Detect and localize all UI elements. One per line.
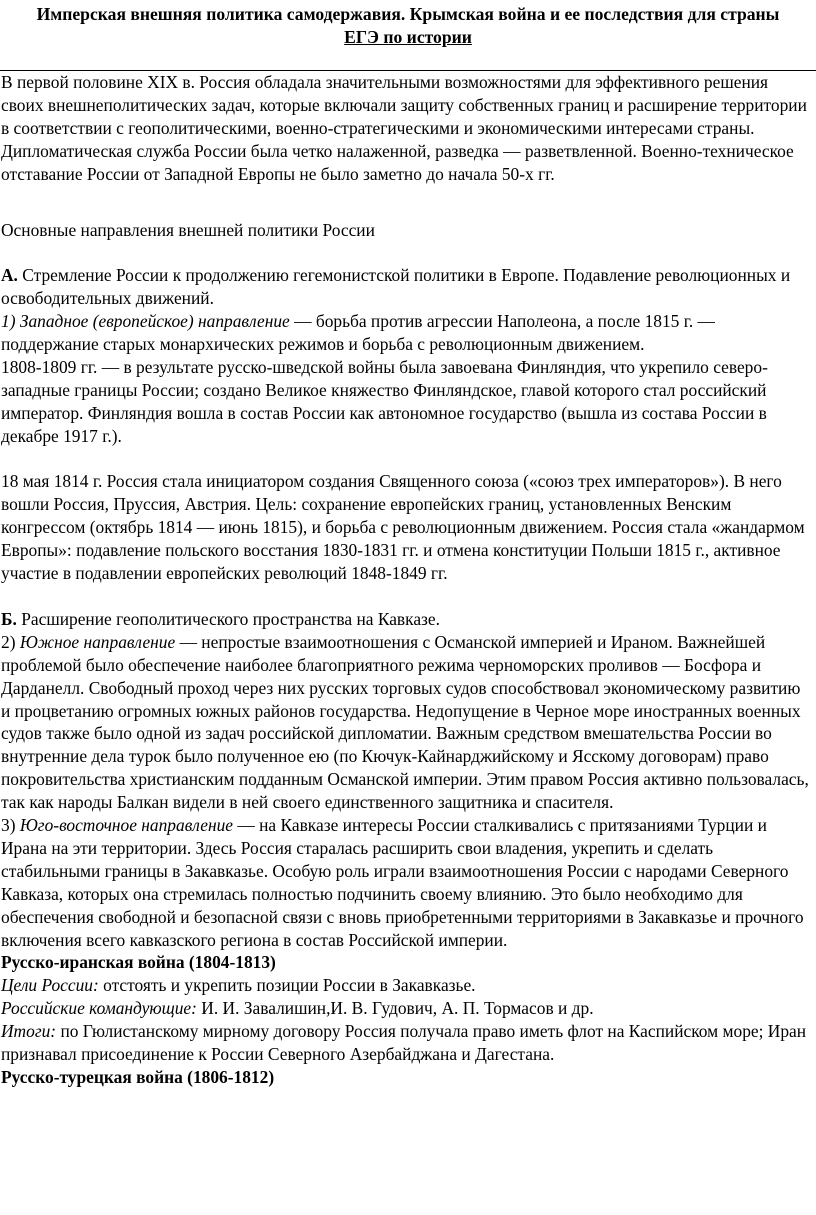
war1-commanders-label: Российские командующие: [1, 998, 197, 1019]
western-direction-paragraph [0, 310, 816, 356]
intro-paragraph: В первой половине XIX в. Россия обладала значительными возможностями для эффективного решения своих внешнеполитических задач, которые включали защиту собственных границ и расширение территории в соответствии с геополитическими, военно-стратегическими и экономическими интересами страны. Дипломатическая служба России была четко налаженной, разведка — разветвленной. Военно-техническое отставание России от Западной Европы не было заметно до начала 50-х гг. [1, 72, 807, 184]
russo-persian-war-heading: Русско-иранская война (1804-1813) [1, 952, 276, 973]
southeast-direction-text: — на Кавказе интересы России сталкивались с притязаниями Турции и Ирана на эти территории. Здесь Россия старалась расширить свои владения, укрепить и сделать стабильными границы в Закавказье. Особую роль играли взаимоотношения России с народами Северного Кавказа, которых она стремилась полностью подчинить своему влиянию. Это было необходимо для обеспечения свободной и безопасной связи с вновь приобретенными территориями в Закавказье и прочного включения всего кавказского региона в состав Российской империи. [1, 815, 804, 950]
western-direction-text: — борьба против агрессии Наполеона, а после 1815 г. — поддержание старых монархических режимов и борьба с революционным движением. [1, 311, 715, 355]
section-heading: Основные направления внешней политики России [1, 220, 375, 241]
southeast-direction-label: Юго-восточное направление [19, 815, 234, 836]
southeast-direction-paragraph [0, 814, 816, 951]
document-body [0, 71, 816, 1089]
southeast-direction-num: 3) [1, 815, 20, 836]
war1-results-label: Итоги: [1, 1021, 57, 1042]
section-a-paragraph [0, 264, 816, 310]
war1-goals-label: Цели России: [1, 975, 99, 996]
war1-goals-text: отстоять и укрепить позиции России в Закавказье. [98, 975, 476, 996]
southern-direction-paragraph [0, 631, 816, 814]
subtitle-link[interactable]: ЕГЭ по истории [344, 26, 472, 47]
section-b-letter: Б. [1, 608, 17, 629]
war1-results-text: по Гюлистанскому мирному договору Россия получала право иметь флот на Каспийском море; Иран признавал присоединение к России Северного Азербайджана и Дагестана. [1, 1021, 807, 1065]
section-a-text: Стремление России к продолжению гегемонистской политики в Европе. Подавление революционных и освободительных движений. [1, 265, 791, 309]
section-b-paragraph [0, 608, 816, 631]
section-a-letter: А. [1, 265, 18, 286]
war1-goals [0, 974, 816, 997]
war1-commanders-text: И. И. Завалишин,И. В. Гудович, А. П. Тормасов и др. [196, 998, 594, 1019]
russo-turkish-war-heading: Русско-турецкая война (1806-1812) [1, 1067, 275, 1088]
document-title [10, 3, 806, 48]
holy-alliance-paragraph: 18 мая 1814 г. Россия стала инициатором создания Священного союза («союз трех императоров»). В него вошли Россия, Пруссия, Австрия. Цель: сохранение европейских границ, установленных Венским конгрессом (октябрь 1814 — июнь 1815), и борьба с революционным движением. Россия стала «жандармом Европы»: подавление польского восстания 1830-1831 гг. и отмена конституции Польши 1815 г., активное участие в подавлении европейских революций 1848-1849 гг. [1, 471, 805, 584]
finland-paragraph: 1808-1809 гг. — в результате русско-шведской войны была завоевана Финляндия, что укрепило северо-западные границы России; создано Великое княжество Финляндское, главой которого стал российский император. Финляндия вошла в состав России как автономное государство (вышла из состава России в декабре 1917 г.). [1, 356, 768, 446]
southern-direction-label: Южное направление [19, 631, 176, 652]
western-direction-label: 1) Западное (европейское) направление [1, 311, 290, 332]
southern-direction-text: — непростые взаимоотношения с Османской империей и Ираном. Важнейшей проблемой было обеспечение наиболее благоприятного режима черноморских проливов — Босфора и Дарданелл. Свободный проход через них русских торговых судов способствовал экономическому развитию и процветанию огромных южных районов государства. Недопущение в Черное море иностранных военных судов также было одной из задач российской дипломатии. Важным средством вмешательства России во внутренние дела турок было полученное ею (по Кючук-Кайнарджийскому и Ясскому договорам) право покровительства христианским подданным Османской империи. Этим правом Россия активно пользовалась, так как народы Балкан видели в ней своего единственного защитника и спасителя. [1, 631, 809, 813]
war1-commanders [0, 997, 816, 1020]
war1-results [0, 1020, 816, 1066]
title-text: Имперская внешняя политика самодержавия. Крымская война и ее последствия для страны [36, 4, 780, 24]
section-b-text: Расширение геополитического пространства на Кавказе. [16, 608, 440, 629]
southern-direction-num: 2) [1, 631, 20, 652]
